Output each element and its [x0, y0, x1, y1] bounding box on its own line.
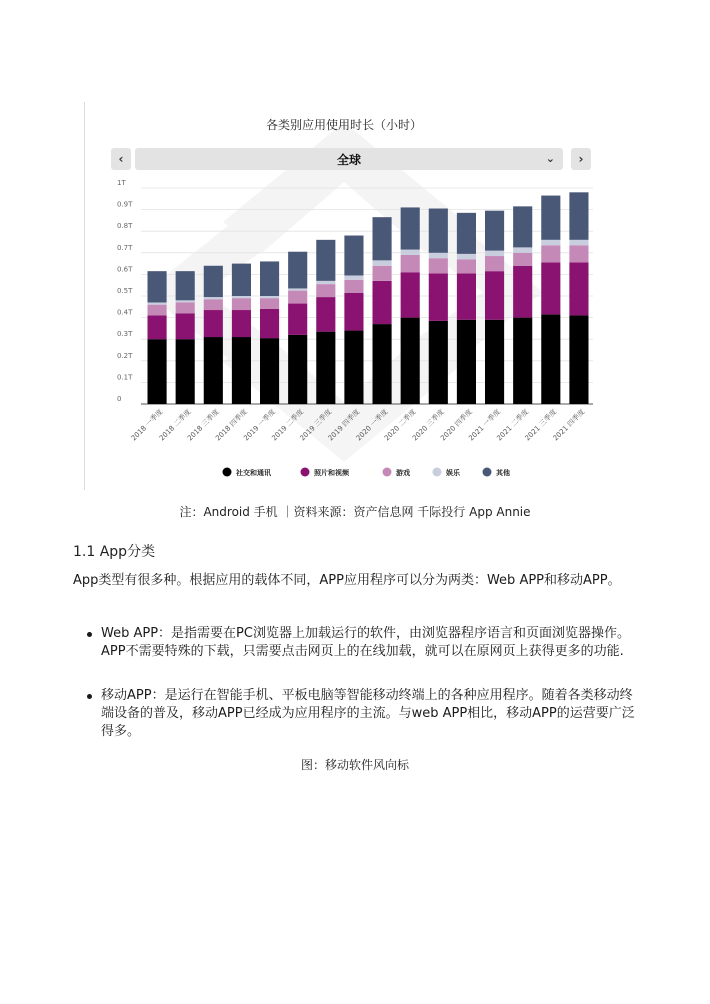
bar-segment	[401, 318, 420, 404]
bar-segment	[316, 332, 335, 404]
bar-segment	[176, 271, 195, 300]
bar-segment	[204, 299, 223, 310]
legend-label: 其他	[496, 469, 510, 477]
bar-segment	[232, 298, 251, 310]
x-tick-label: 2020 二季度	[382, 407, 418, 443]
bar-segment	[176, 339, 195, 404]
bar-segment	[429, 273, 448, 321]
y-tick-label: 1T	[117, 179, 126, 187]
y-tick-label: 0.2T	[117, 351, 133, 360]
bar-segment	[176, 302, 195, 313]
bar-segment	[513, 253, 532, 266]
bar-segment	[401, 255, 420, 272]
intro-paragraph: App类型有很多种。根据应用的载体不同，APP应用程序可以分为两类：Web APP和移动APP。	[73, 573, 621, 588]
bar-segment	[316, 240, 335, 281]
bar-segment	[485, 251, 504, 256]
bar-segment	[541, 263, 560, 315]
bar-segment	[148, 305, 167, 316]
legend-label: 社交和通讯	[236, 469, 271, 477]
bar-segment	[204, 337, 223, 404]
bar-segment	[513, 318, 532, 404]
next-button[interactable]	[571, 148, 591, 170]
bar-segment	[260, 309, 279, 338]
bar-segment	[373, 217, 392, 260]
bar-segment	[513, 266, 532, 318]
bar-segment	[288, 291, 307, 304]
bar-segment	[373, 260, 392, 265]
bar-segment	[373, 266, 392, 281]
bar-segment	[344, 275, 363, 279]
legend-marker-icon	[301, 468, 310, 477]
bar-segment	[457, 259, 476, 273]
bullet-icon	[87, 694, 92, 699]
bar-segment	[429, 253, 448, 258]
chevron-left-icon: ‹	[118, 152, 124, 166]
bar-segment	[485, 271, 504, 320]
bar-segment	[344, 236, 363, 276]
bar-segment	[457, 254, 476, 259]
bar-segment	[569, 192, 588, 240]
y-tick-label: 0.1T	[117, 373, 133, 382]
bar-segment	[373, 281, 392, 324]
bar-segment	[288, 335, 307, 404]
bar-segment	[204, 310, 223, 337]
bar-segment	[541, 240, 560, 245]
bar-segment	[569, 315, 588, 404]
y-tick-label: 0.7T	[117, 243, 133, 252]
chart-title: 各类别应用使用时长（小时）	[265, 118, 422, 132]
prev-button[interactable]	[111, 148, 131, 170]
chevron-right-icon: ›	[578, 152, 584, 166]
bar-segment	[485, 320, 504, 404]
bar-segment	[541, 245, 560, 262]
legend-marker-icon	[483, 468, 492, 477]
bar-segment	[457, 213, 476, 254]
bar-segment	[344, 280, 363, 293]
y-tick-label: 0.9T	[117, 200, 133, 209]
bar-segment	[260, 298, 279, 309]
legend-marker-icon	[433, 468, 442, 477]
region-selector-bar	[111, 148, 591, 170]
bar-segment	[485, 256, 504, 271]
bar-segment	[541, 314, 560, 404]
bar-segment	[316, 281, 335, 284]
bar-segment	[429, 321, 448, 404]
legend-label: 娱乐	[446, 469, 460, 477]
bar-segment	[176, 313, 195, 339]
bar-segment	[288, 288, 307, 290]
bar-segment	[373, 324, 392, 404]
bar-segment	[513, 247, 532, 252]
bar-segment	[232, 296, 251, 298]
y-tick-label: 0	[117, 395, 122, 403]
bullet-item-mobile-app	[101, 687, 641, 741]
bar-segment	[288, 252, 307, 289]
bar-segment	[204, 266, 223, 297]
legend-label: 照片和视频	[314, 469, 349, 477]
bar-segment	[429, 209, 448, 253]
legend-marker-icon	[383, 468, 392, 477]
y-tick-label: 0.8T	[117, 222, 133, 231]
x-tick-label: 2021 三季度	[523, 407, 559, 443]
legend-marker-icon	[223, 468, 232, 477]
bar-segment	[316, 284, 335, 297]
bar-segment	[232, 337, 251, 404]
bar-segment	[316, 297, 335, 332]
y-tick-label: 0.4T	[117, 308, 133, 317]
bar-segment	[401, 272, 420, 317]
y-tick-label: 0.6T	[117, 265, 133, 274]
bar-segment	[569, 263, 588, 316]
bar-segment	[260, 338, 279, 404]
bar-segment	[232, 264, 251, 296]
bar-segment	[401, 207, 420, 249]
bar-segment	[344, 293, 363, 331]
x-tick-label: 2021 四季度	[551, 407, 587, 443]
bar-segment	[457, 320, 476, 404]
bar-segment	[176, 300, 195, 302]
x-tick-label: 2021 一季度	[467, 407, 502, 443]
bar-segment	[344, 331, 363, 404]
chart-panel	[84, 102, 603, 490]
section-heading: 1.1 App分类	[73, 544, 156, 560]
bar-segment	[513, 206, 532, 247]
x-tick-label: 2019 四季度	[326, 407, 362, 443]
bar-segment	[148, 271, 167, 302]
bar-segment	[457, 273, 476, 319]
bar-segment	[541, 196, 560, 240]
bullet-item-web-app	[101, 625, 641, 661]
bar-segment	[260, 296, 279, 298]
x-tick-label: 2019 三季度	[298, 407, 334, 443]
x-tick-label: 2018 二季度	[157, 407, 193, 443]
chevron-down-icon: ⌄	[545, 152, 555, 165]
x-tick-label: 2018 三季度	[186, 407, 221, 443]
x-tick-label: 2018 四季度	[214, 407, 249, 443]
bullet-icon	[87, 632, 92, 637]
region-label: 全球	[336, 152, 361, 167]
x-tick-label: 2020 四季度	[439, 407, 474, 443]
bar-segment	[569, 240, 588, 245]
bar-segment	[148, 302, 167, 304]
bar-segment	[569, 245, 588, 262]
x-tick-label: 2021 二季度	[495, 407, 531, 443]
bullet-text: Web APP：是指需要在PC浏览器上加载运行的软件，由浏览器程序语言和页面浏览器操作。APP不需要特殊的下载，只需要点击网页上的在线加载，就可以在原网页上获得更多的功能.	[101, 626, 630, 659]
bar-segment	[401, 250, 420, 255]
bar-segment	[232, 310, 251, 337]
y-tick-label: 0.5T	[117, 287, 133, 295]
chart-caption: 注：Android 手机 ｜资料来源：资产信息网 千际投行 App Annie	[179, 505, 531, 519]
bar-segment	[260, 261, 279, 296]
bar-segment	[485, 211, 504, 251]
x-tick-label: 2019 一季度	[242, 407, 277, 443]
bar-segment	[204, 297, 223, 299]
legend-label: 游戏	[396, 469, 410, 477]
region-dropdown[interactable]	[135, 148, 563, 170]
bullet-text: 移动APP：是运行在智能手机、平板电脑等智能移动终端上的各种应用程序。随着各类移动终端设备的普及，移动APP已经成为应用程序的主流。与web APP相比，移动APP的运营要广泛得多。	[101, 688, 635, 739]
x-tick-label: 2020 一季度	[354, 407, 390, 443]
bar-segment	[288, 304, 307, 335]
bar-segment	[429, 258, 448, 273]
x-tick-label: 2018 一季度	[129, 407, 165, 443]
x-tick-label: 2019 二季度	[270, 407, 306, 443]
bar-segment	[148, 339, 167, 404]
y-tick-label: 0.3T	[117, 330, 133, 339]
bar-segment	[148, 315, 167, 339]
figure-caption: 图：移动软件风向标	[300, 758, 409, 772]
x-tick-label: 2020 三季度	[411, 407, 446, 443]
